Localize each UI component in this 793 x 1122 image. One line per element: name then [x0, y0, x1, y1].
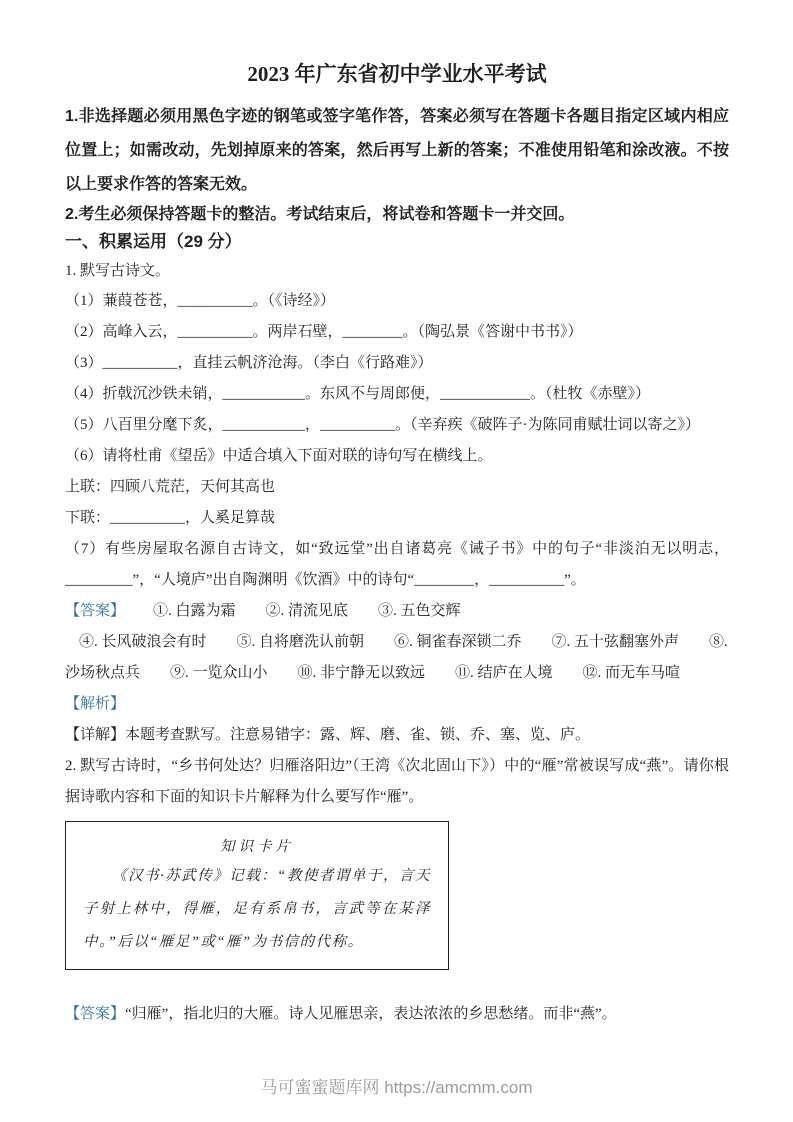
q1-item-3: （3）__________，直挂云帆济沧海。（李白《行路难》）: [65, 355, 433, 371]
q1-item-2: （2）高峰入云，__________。两岸石壁，________。（陶弘景《答谢中书书》）: [65, 324, 583, 340]
q2-answer-line: [65, 999, 729, 1030]
page-title: 2023 年广东省初中学业水平考试: [247, 62, 547, 86]
footer-watermark: 马可蜜蜜题库网 https://amcmm.com: [260, 1078, 533, 1097]
q1-answer-line-2: ④. 长风破浪会有时 ⑤. 自将磨洗认前朝 ⑥. 铜雀春深锁二乔 ⑦. 五十弦翻塞外声 ⑧.: [79, 634, 728, 650]
q1-item-6: （6）请将杜甫《望岳》中适合填入下面对联的诗句写在横线上。: [65, 448, 493, 464]
couplet-upper: 上联：四顾八荒茫，天何其高也: [65, 479, 276, 495]
q1-answer-line-1: [65, 596, 729, 627]
analysis-label: 【解析】: [65, 696, 126, 712]
answer-label: 【答案】: [65, 603, 126, 619]
q1-item-4: （4）折戟沉沙铁未销，___________。东风不与周郎便，____________。（杜牧《赤壁》）: [65, 386, 651, 402]
q1-item-7: （7）有些房屋取名源自古诗文，如“致远堂”出自诸葛亮《诫子书》中的句子“非淡泊无以明志，_________”，“人境庐”出自陶渊明《饮酒》中的诗句“________，__________”。: [65, 541, 729, 588]
knowledge-card: [65, 821, 449, 970]
question-1-stem: 1. 默写古诗文。: [65, 263, 171, 279]
q1-item-1: （1）蒹葭苍苍，__________。（《诗经》）: [65, 293, 336, 309]
couplet-lower: 下联：__________，人奚足算哉: [65, 510, 276, 526]
notice-instructions-2: 2.考生必须保持答题卡的整洁。考试结束后，将试卷和答题卡一并交回。: [65, 206, 575, 223]
q2-answer-text: “归雁”，指北归的大雁。诗人见雁思亲，表达浓浓的乡思愁绪。而非“燕”。: [125, 1006, 617, 1022]
q1-item-5: （5）八百里分麾下炙，___________，__________。（辛弃疾《破阵子·为陈同甫赋壮词以寄之》）: [65, 417, 700, 433]
notice-instructions-1: 1.非选择题必须用黑色字迹的钢笔或签字笔作答，答案必须写在答题卡各题目指定区域内相应位置上；如需改动，先划掉原来的答案，然后再写上新的答案；不准使用铅笔和涂改液。不按以上要求作答的答案无效。: [65, 108, 729, 193]
q1-answer-text-1: ①. 白露为霜 ②. 清流见底 ③. 五色交辉: [153, 603, 461, 619]
knowledge-card-body: 《汉书·苏武传》记载：“教使者谓单于，言天子射上林中，得雁，足有系帛书，言武等在某泽中。”后以“雁足”或“雁”为书信的代称。: [83, 868, 431, 950]
q1-answer-line-3: 沙场秋点兵 ⑨. 一览众山小 ⑩. 非宁静无以致远 ⑪. 结庐在人境 ⑫. 而无车马喧: [65, 665, 681, 681]
answer-label: 【答案】: [65, 1006, 126, 1022]
question-2-stem: 2. 默写古诗时，“乡书何处达？归雁洛阳边”（王湾《次北固山下》）中的“雁”常被误写成“燕”。请你根据诗歌内容和下面的知识卡片解释为什么要写作“雁”。: [65, 758, 729, 805]
knowledge-card-title: 知识卡片: [220, 839, 294, 855]
section-heading: 一、积累运用（29 分）: [65, 232, 242, 251]
q1-detail-paragraph: 【详解】本题考查默写。注意易错字：露、辉、磨、雀、锁、乔、塞、览、庐。: [65, 727, 591, 743]
